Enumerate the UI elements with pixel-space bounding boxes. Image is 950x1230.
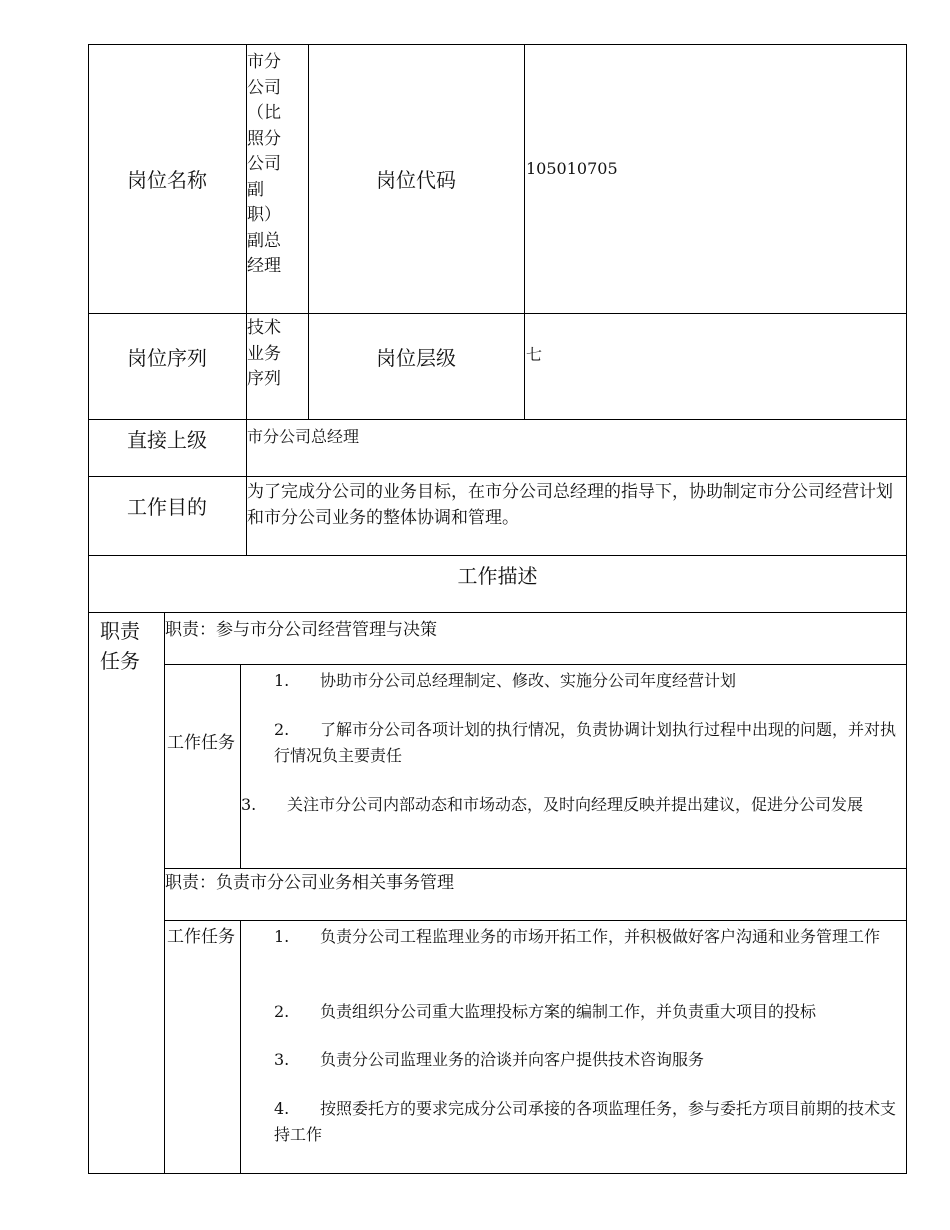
tasks-label: 工作任务 (167, 733, 235, 753)
task-number: 2. (274, 720, 290, 739)
task-number: 3. (274, 1050, 290, 1069)
superior-label: 直接上级 (127, 427, 207, 452)
task-number: 1. (274, 671, 290, 690)
post-code-value: 105010705 (526, 159, 618, 178)
task-text: 了解市分公司各项计划的执行情况，负责协调计划执行过程中出现的问题，并对执行情况负主要责任 (274, 720, 897, 765)
post-level-value: 七 (526, 345, 543, 364)
purpose-value: 为了完成分公司的业务目标，在市分公司总经理的指导下，协助制定市分公司经营计划和市分公司业务的整体协调和管理。 (247, 482, 893, 528)
superior-value: 市分公司总经理 (247, 427, 360, 446)
duties-label: 职责任务 (100, 619, 140, 673)
post-name-label: 岗位名称 (127, 168, 207, 192)
task-item (274, 999, 904, 1025)
task-item (274, 1096, 904, 1148)
row-divider (164, 868, 907, 869)
task-number: 3. (241, 795, 257, 814)
purpose-label: 工作目的 (127, 494, 207, 519)
task-item (274, 668, 900, 694)
task-text: 协助市分公司总经理制定、修改、实施分公司年度经营计划 (320, 671, 737, 690)
task-number: 1. (274, 927, 290, 946)
duty-title: 职责：负责市分公司业务相关事务管理 (165, 873, 454, 893)
col-divider (524, 44, 525, 420)
task-text: 关注市分公司内部动态和市场动态，及时向经理反映并提出建议，促进分公司发展 (287, 795, 864, 814)
row-divider (88, 612, 907, 613)
col-divider (240, 920, 241, 1174)
task-text: 负责分公司工程监理业务的市场开拓工作，并积极做好客户沟通和业务管理工作 (320, 927, 881, 946)
task-item (274, 924, 904, 950)
task-text: 按照委托方的要求完成分公司承接的各项监理任务，参与委托方项目前期的技术支持工作 (274, 1099, 897, 1144)
work-description-title: 工作描述 (457, 563, 538, 588)
post-code-label: 岗位代码 (376, 168, 456, 192)
tasks-label: 工作任务 (167, 927, 235, 947)
task-number: 2. (274, 1002, 290, 1021)
row-divider (164, 920, 907, 921)
post-name-value: 市分公司（比照分公司副职）副总经理 (247, 52, 281, 276)
post-seq-label: 岗位序列 (127, 346, 207, 370)
task-number: 4. (274, 1099, 290, 1118)
task-item (274, 717, 904, 769)
post-seq-value: 技术业务序列 (247, 318, 281, 389)
post-level-label: 岗位层级 (376, 346, 456, 370)
row-divider (164, 664, 907, 665)
col-divider (240, 664, 241, 868)
task-item (274, 1047, 904, 1073)
duty-title: 职责：参与市分公司经营管理与决策 (165, 620, 437, 640)
task-text: 负责分公司监理业务的洽谈并向客户提供技术咨询服务 (320, 1050, 705, 1069)
task-text: 负责组织分公司重大监理投标方案的编制工作，并负责重大项目的投标 (320, 1002, 817, 1021)
task-item (241, 792, 901, 818)
